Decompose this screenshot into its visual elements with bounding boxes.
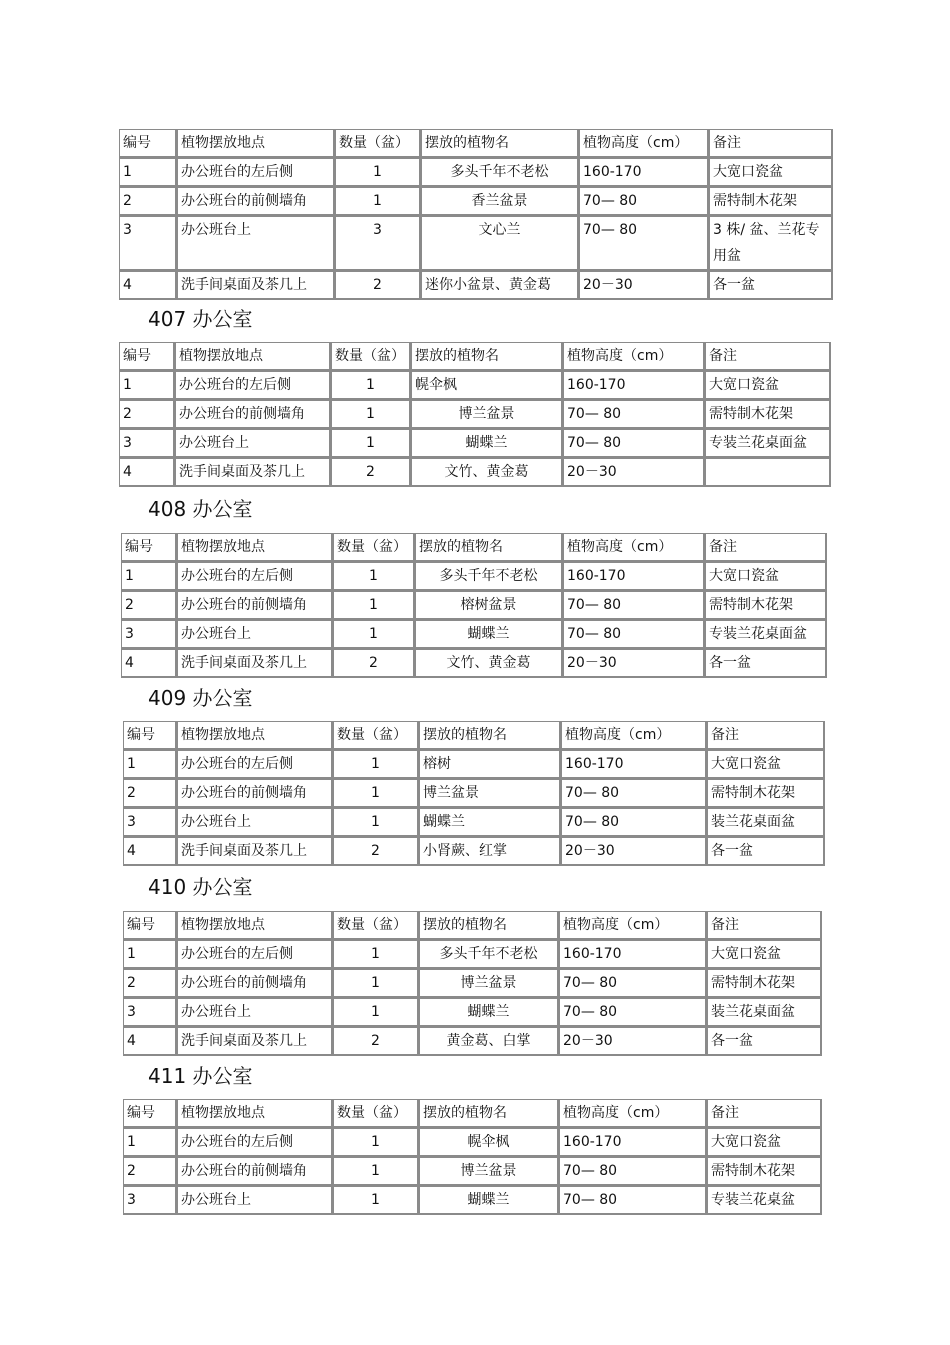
table-cell: 70— 80 xyxy=(563,620,705,649)
header-cell: 数量（盆） xyxy=(333,721,419,750)
table-cell: 洗手间桌面及茶几上 xyxy=(177,1027,333,1056)
table-row xyxy=(121,649,827,678)
table-cell: 洗手间桌面及茶几上 xyxy=(177,649,333,678)
table-cell: 160-170 xyxy=(579,158,709,187)
table-cell: 1 xyxy=(333,1128,419,1157)
table-cell: 2 xyxy=(331,458,411,487)
table-row xyxy=(119,400,831,429)
table-cell: 70— 80 xyxy=(559,1157,707,1186)
header-cell: 植物摆放地点 xyxy=(177,1099,333,1128)
table-cell: 2 xyxy=(333,1027,419,1056)
header-cell: 编号 xyxy=(123,721,177,750)
section-title: 407 办公室 xyxy=(148,307,253,331)
table-cell: 1 xyxy=(333,620,415,649)
table-cell: 1 xyxy=(119,158,177,187)
section-title: 409 办公室 xyxy=(148,686,253,710)
table-cell: 博兰盆景 xyxy=(419,969,559,998)
table-cell: 办公班台上 xyxy=(177,808,333,837)
header-cell: 编号 xyxy=(123,1099,177,1128)
header-cell: 摆放的植物名 xyxy=(419,721,561,750)
table-cell: 1 xyxy=(119,371,175,400)
table-cell: 1 xyxy=(121,562,177,591)
header-cell: 数量（盆） xyxy=(333,533,415,562)
table-cell: 需特制木花架 xyxy=(705,400,831,429)
table-cell: 20－30 xyxy=(563,458,705,487)
header-cell: 编号 xyxy=(119,129,177,158)
table-cell: 160-170 xyxy=(559,1128,707,1157)
table-cell: 专装兰花桌面盆 xyxy=(705,620,827,649)
table-cell: 2 xyxy=(119,400,175,429)
table-cell: 多头千年不老松 xyxy=(415,562,563,591)
table-cell: 需特制木花架 xyxy=(707,779,825,808)
header-cell: 植物高度（cm） xyxy=(563,533,705,562)
table-cell: 20－30 xyxy=(561,837,707,866)
header-cell: 备注 xyxy=(705,342,831,371)
table-cell: 160-170 xyxy=(559,940,707,969)
table-cell: 各一盆 xyxy=(707,1027,822,1056)
table-cell: 博兰盆景 xyxy=(411,400,563,429)
table-cell: 办公班台的前侧墙角 xyxy=(177,187,335,216)
table-cell: 大宽口瓷盆 xyxy=(705,562,827,591)
table-row xyxy=(119,271,833,300)
plant-table-409 xyxy=(123,721,825,866)
table-cell: 迷你小盆景、黄金葛 xyxy=(421,271,579,300)
header-cell: 数量（盆） xyxy=(335,129,421,158)
table-cell: 2 xyxy=(335,271,421,300)
table-cell: 3 xyxy=(123,808,177,837)
table-cell: 1 xyxy=(123,940,177,969)
table-cell: 洗手间桌面及茶几上 xyxy=(177,271,335,300)
header-cell: 摆放的植物名 xyxy=(411,342,563,371)
table-cell: 3 xyxy=(123,1186,177,1215)
header-cell: 植物摆放地点 xyxy=(177,129,335,158)
table-row xyxy=(123,1128,822,1157)
table-cell: 1 xyxy=(333,779,419,808)
table-cell: 蝴蝶兰 xyxy=(415,620,563,649)
table-cell: 70— 80 xyxy=(563,400,705,429)
table-row xyxy=(119,458,831,487)
table-cell: 3 xyxy=(121,620,177,649)
header-cell: 数量（盆） xyxy=(333,1099,419,1128)
table-cell: 黄金葛、白掌 xyxy=(419,1027,559,1056)
table-cell: 1 xyxy=(333,940,419,969)
header-cell: 植物高度（cm） xyxy=(559,1099,707,1128)
header-cell: 植物高度（cm） xyxy=(563,342,705,371)
table-cell: 70— 80 xyxy=(579,187,709,216)
table-cell: 多头千年不老松 xyxy=(421,158,579,187)
table-cell: 2 xyxy=(333,649,415,678)
table-cell: 4 xyxy=(123,1027,177,1056)
table-header-row xyxy=(123,911,822,940)
table-cell: 3 xyxy=(123,998,177,1027)
table-cell xyxy=(705,458,831,487)
table-cell: 1 xyxy=(333,969,419,998)
table-cell: 70— 80 xyxy=(559,998,707,1027)
table-cell: 70— 80 xyxy=(559,1186,707,1215)
header-cell: 备注 xyxy=(707,1099,822,1128)
table-cell: 20－30 xyxy=(559,1027,707,1056)
table-cell: 办公班台的左后侧 xyxy=(175,371,331,400)
table-cell: 办公班台的左后侧 xyxy=(177,750,333,779)
table-cell: 70— 80 xyxy=(579,216,709,271)
table-cell: 1 xyxy=(333,591,415,620)
table-cell: 1 xyxy=(333,998,419,1027)
table-row xyxy=(123,1157,822,1186)
table-cell: 160-170 xyxy=(561,750,707,779)
table-cell: 2 xyxy=(333,837,419,866)
table-header-row xyxy=(123,721,825,750)
table-cell: 160-170 xyxy=(563,371,705,400)
table-cell: 1 xyxy=(331,371,411,400)
table-cell: 大宽口瓷盆 xyxy=(709,158,833,187)
table-cell: 4 xyxy=(121,649,177,678)
table-row xyxy=(119,158,833,187)
header-cell: 植物摆放地点 xyxy=(177,721,333,750)
table-cell: 文竹、黄金葛 xyxy=(415,649,563,678)
table-cell: 文竹、黄金葛 xyxy=(411,458,563,487)
table-cell: 办公班台上 xyxy=(175,429,331,458)
table-cell: 1 xyxy=(333,808,419,837)
table-cell: 办公班台的左后侧 xyxy=(177,562,333,591)
plant-table-0 xyxy=(119,129,833,300)
table-cell: 3 株/ 盆、兰花专用盆 xyxy=(709,216,833,271)
table-cell: 文心兰 xyxy=(421,216,579,271)
table-cell: 办公班台上 xyxy=(177,620,333,649)
table-cell: 各一盆 xyxy=(705,649,827,678)
table-cell: 20－30 xyxy=(563,649,705,678)
table-cell: 各一盆 xyxy=(709,271,833,300)
header-cell: 备注 xyxy=(707,721,825,750)
table-cell: 2 xyxy=(123,969,177,998)
table-cell: 博兰盆景 xyxy=(419,779,561,808)
table-cell: 3 xyxy=(335,216,421,271)
table-cell: 榕树盆景 xyxy=(415,591,563,620)
header-cell: 植物高度（cm） xyxy=(561,721,707,750)
table-row xyxy=(121,591,827,620)
table-row xyxy=(123,1186,822,1215)
table-cell: 各一盆 xyxy=(707,837,825,866)
table-cell: 1 xyxy=(123,1128,177,1157)
table-row xyxy=(123,940,822,969)
plant-table-411 xyxy=(123,1099,822,1215)
table-cell: 洗手间桌面及茶几上 xyxy=(175,458,331,487)
table-cell: 蝴蝶兰 xyxy=(419,808,561,837)
table-cell: 160-170 xyxy=(563,562,705,591)
header-cell: 摆放的植物名 xyxy=(421,129,579,158)
header-cell: 编号 xyxy=(121,533,177,562)
header-cell: 植物摆放地点 xyxy=(177,911,333,940)
table-cell: 幌伞枫 xyxy=(411,371,563,400)
table-cell: 2 xyxy=(123,1157,177,1186)
table-cell: 办公班台的前侧墙角 xyxy=(177,969,333,998)
table-row xyxy=(123,808,825,837)
table-cell: 2 xyxy=(121,591,177,620)
table-cell: 需特制木花架 xyxy=(707,969,822,998)
table-cell: 办公班台的左后侧 xyxy=(177,1128,333,1157)
table-cell: 70— 80 xyxy=(559,969,707,998)
table-cell: 2 xyxy=(119,187,177,216)
table-cell: 4 xyxy=(123,837,177,866)
table-row xyxy=(123,837,825,866)
table-cell: 1 xyxy=(333,1186,419,1215)
table-cell: 办公班台的前侧墙角 xyxy=(177,591,333,620)
table-cell: 2 xyxy=(123,779,177,808)
table-cell: 办公班台的前侧墙角 xyxy=(177,1157,333,1186)
table-row xyxy=(119,429,831,458)
table-cell: 需特制木花架 xyxy=(709,187,833,216)
header-cell: 植物高度（cm） xyxy=(579,129,709,158)
section-title: 411 办公室 xyxy=(148,1064,253,1088)
table-cell: 办公班台上 xyxy=(177,1186,333,1215)
header-cell: 摆放的植物名 xyxy=(415,533,563,562)
table-cell: 1 xyxy=(333,750,419,779)
table-cell: 办公班台的前侧墙角 xyxy=(177,779,333,808)
table-cell: 办公班台的前侧墙角 xyxy=(175,400,331,429)
table-cell: 4 xyxy=(119,458,175,487)
table-cell: 办公班台的左后侧 xyxy=(177,940,333,969)
table-row xyxy=(123,750,825,779)
table-cell: 70— 80 xyxy=(563,429,705,458)
table-cell: 小肾蕨、红掌 xyxy=(419,837,561,866)
table-cell: 4 xyxy=(119,271,177,300)
table-cell: 专装兰花桌面盆 xyxy=(705,429,831,458)
table-cell: 多头千年不老松 xyxy=(419,940,559,969)
table-row xyxy=(123,969,822,998)
table-cell: 1 xyxy=(335,158,421,187)
table-cell: 需特制木花架 xyxy=(707,1157,822,1186)
section-title: 408 办公室 xyxy=(148,497,253,521)
table-row xyxy=(119,216,833,271)
table-cell: 专装兰花桌盆 xyxy=(707,1186,822,1215)
table-cell: 1 xyxy=(123,750,177,779)
header-cell: 植物高度（cm） xyxy=(559,911,707,940)
table-cell: 幌伞枫 xyxy=(419,1128,559,1157)
table-cell: 3 xyxy=(119,429,175,458)
table-cell: 3 xyxy=(119,216,177,271)
header-cell: 备注 xyxy=(707,911,822,940)
header-cell: 摆放的植物名 xyxy=(419,911,559,940)
table-cell: 1 xyxy=(331,429,411,458)
table-cell: 蝴蝶兰 xyxy=(419,1186,559,1215)
table-row xyxy=(119,371,831,400)
table-cell: 70— 80 xyxy=(563,591,705,620)
plant-table-407 xyxy=(119,342,831,487)
header-cell: 备注 xyxy=(705,533,827,562)
table-cell: 办公班台上 xyxy=(177,998,333,1027)
table-header-row xyxy=(123,1099,822,1128)
table-cell: 1 xyxy=(333,1157,419,1186)
header-cell: 数量（盆） xyxy=(331,342,411,371)
table-cell: 博兰盆景 xyxy=(419,1157,559,1186)
table-row xyxy=(123,998,822,1027)
header-cell: 备注 xyxy=(709,129,833,158)
table-header-row xyxy=(119,129,833,158)
section-title: 410 办公室 xyxy=(148,875,253,899)
table-cell: 香兰盆景 xyxy=(421,187,579,216)
plant-table-408 xyxy=(121,533,827,678)
table-cell: 装兰花桌面盆 xyxy=(707,808,825,837)
table-cell: 洗手间桌面及茶几上 xyxy=(177,837,333,866)
table-cell: 榕树 xyxy=(419,750,561,779)
table-row xyxy=(121,562,827,591)
table-cell: 20－30 xyxy=(579,271,709,300)
table-cell: 办公班台上 xyxy=(177,216,335,271)
header-cell: 植物摆放地点 xyxy=(175,342,331,371)
table-cell: 需特制木花架 xyxy=(705,591,827,620)
table-cell: 大宽口瓷盆 xyxy=(707,750,825,779)
table-cell: 大宽口瓷盆 xyxy=(705,371,831,400)
header-cell: 编号 xyxy=(119,342,175,371)
table-cell: 1 xyxy=(333,562,415,591)
table-row xyxy=(123,779,825,808)
table-cell: 蝴蝶兰 xyxy=(411,429,563,458)
plant-table-410 xyxy=(123,911,822,1056)
table-header-row xyxy=(121,533,827,562)
table-header-row xyxy=(119,342,831,371)
table-row xyxy=(121,620,827,649)
table-cell: 装兰花桌面盆 xyxy=(707,998,822,1027)
header-cell: 编号 xyxy=(123,911,177,940)
header-cell: 摆放的植物名 xyxy=(419,1099,559,1128)
table-cell: 大宽口瓷盆 xyxy=(707,1128,822,1157)
header-cell: 植物摆放地点 xyxy=(177,533,333,562)
table-cell: 70— 80 xyxy=(561,808,707,837)
header-cell: 数量（盆） xyxy=(333,911,419,940)
table-cell: 大宽口瓷盆 xyxy=(707,940,822,969)
table-cell: 70— 80 xyxy=(561,779,707,808)
table-cell: 1 xyxy=(331,400,411,429)
table-cell: 蝴蝶兰 xyxy=(419,998,559,1027)
table-row xyxy=(123,1027,822,1056)
table-cell: 办公班台的左后侧 xyxy=(177,158,335,187)
table-cell: 1 xyxy=(335,187,421,216)
table-row xyxy=(119,187,833,216)
